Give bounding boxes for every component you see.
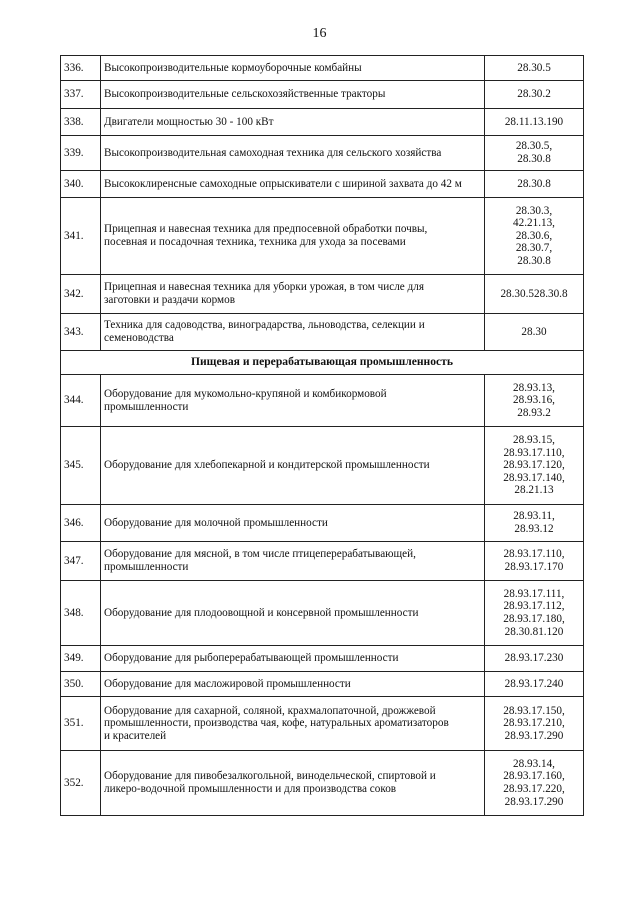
row-code: 28.93.17.150, 28.93.17.210, 28.93.17.290: [485, 697, 584, 751]
row-name: Оборудование для мукомольно-крупяной и комбикормовой промышленности: [101, 375, 485, 427]
table-row: [61, 672, 584, 697]
table-row: [61, 697, 584, 751]
row-code: 28.93.17.111, 28.93.17.112, 28.93.17.180, 28.30.81.120: [485, 581, 584, 646]
table-row: [61, 375, 584, 427]
row-name: Оборудование для пивобезалкогольной, винодельческой, спиртовой и ликеро-водочной промышленности и для производства соков: [101, 751, 485, 816]
row-name: Прицепная и навесная техника для уборки урожая, в том числе для заготовки и раздачи кормов: [101, 275, 485, 314]
row-number: 337.: [61, 81, 101, 109]
row-code: 28.11.13.190: [485, 109, 584, 136]
row-number: 352.: [61, 751, 101, 816]
row-name: Оборудование для рыбоперерабатывающей промышленности: [101, 646, 485, 672]
row-number: 343.: [61, 314, 101, 351]
table-row: [61, 109, 584, 136]
row-number: 350.: [61, 672, 101, 697]
table-row: [61, 751, 584, 816]
row-number: 338.: [61, 109, 101, 136]
row-code: 28.93.15, 28.93.17.110, 28.93.17.120, 28.93.17.140, 28.21.13: [485, 427, 584, 505]
row-number: 340.: [61, 171, 101, 198]
table-row: [61, 275, 584, 314]
equipment-table: [60, 55, 584, 816]
row-name: Высокопроизводительные сельскохозяйственные тракторы: [101, 81, 485, 109]
row-name: Двигатели мощностью 30 - 100 кВт: [101, 109, 485, 136]
table-row: [61, 56, 584, 81]
row-number: 348.: [61, 581, 101, 646]
row-number: 336.: [61, 56, 101, 81]
row-code: 28.30.8: [485, 171, 584, 198]
row-name: Прицепная и навесная техника для предпосевной обработки почвы, посевная и посадочная техника, техника для ухода за посевами: [101, 198, 485, 275]
section-row: [61, 351, 584, 375]
table-row: [61, 581, 584, 646]
table-row: [61, 427, 584, 505]
section-title: Пищевая и перерабатывающая промышленность: [61, 351, 584, 375]
table-row: [61, 505, 584, 542]
row-code: 28.30.2: [485, 81, 584, 109]
row-code: 28.30.528.30.8: [485, 275, 584, 314]
row-code: 28.93.11, 28.93.12: [485, 505, 584, 542]
row-name: Оборудование для мясной, в том числе птицеперерабатывающей, промышленности: [101, 542, 485, 581]
row-code: 28.30: [485, 314, 584, 351]
table-row: [61, 171, 584, 198]
row-name: Оборудование для плодоовощной и консервной промышленности: [101, 581, 485, 646]
row-name: Высококлиренсные самоходные опрыскиватели с шириной захвата до 42 м: [101, 171, 485, 198]
row-number: 341.: [61, 198, 101, 275]
table-row: [61, 646, 584, 672]
row-code: 28.93.17.230: [485, 646, 584, 672]
row-code: 28.93.13, 28.93.16, 28.93.2: [485, 375, 584, 427]
row-name: Оборудование для хлебопекарной и кондитерской промышленности: [101, 427, 485, 505]
table-row: [61, 542, 584, 581]
row-code: 28.93.17.110, 28.93.17.170: [485, 542, 584, 581]
row-code: 28.30.5, 28.30.8: [485, 136, 584, 171]
row-name: Оборудование для сахарной, соляной, крахмалопаточной, дрожжевой промышленности, производства чая, кофе, натуральных ароматизаторов и красителей: [101, 697, 485, 751]
row-number: 346.: [61, 505, 101, 542]
row-number: 344.: [61, 375, 101, 427]
table-row: [61, 136, 584, 171]
table-row: [61, 81, 584, 109]
row-name: Техника для садоводства, виноградарства, льноводства, селекции и семеноводства: [101, 314, 485, 351]
row-number: 351.: [61, 697, 101, 751]
row-number: 347.: [61, 542, 101, 581]
row-number: 342.: [61, 275, 101, 314]
row-name: Оборудование для молочной промышленности: [101, 505, 485, 542]
row-code: 28.93.17.240: [485, 672, 584, 697]
row-name: Высокопроизводительная самоходная техника для сельского хозяйства: [101, 136, 485, 171]
row-number: 339.: [61, 136, 101, 171]
row-name: Высокопроизводительные кормоуборочные комбайны: [101, 56, 485, 81]
table-row: [61, 198, 584, 275]
row-number: 345.: [61, 427, 101, 505]
row-code: 28.30.3, 42.21.13, 28.30.6, 28.30.7, 28.30.8: [485, 198, 584, 275]
table-row: [61, 314, 584, 351]
page-number: 16: [312, 26, 327, 41]
row-number: 349.: [61, 646, 101, 672]
row-name: Оборудование для масложировой промышленности: [101, 672, 485, 697]
row-code: 28.93.14, 28.93.17.160, 28.93.17.220, 28.93.17.290: [485, 751, 584, 816]
row-code: 28.30.5: [485, 56, 584, 81]
